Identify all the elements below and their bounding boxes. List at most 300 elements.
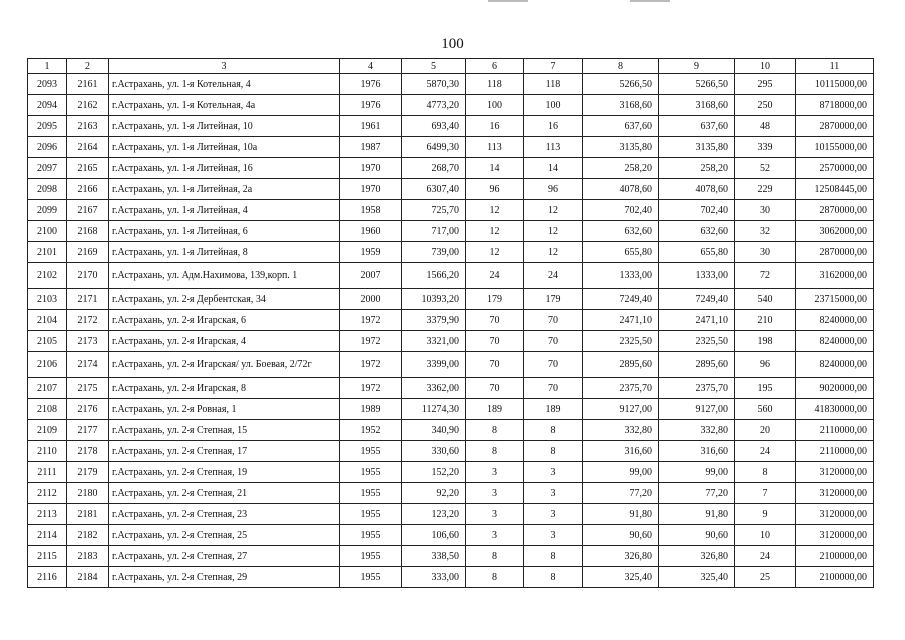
cell-living-area-2: 332,80 bbox=[659, 420, 735, 441]
cell-address: г.Астрахань, ул. 2-я Степная, 15 bbox=[109, 420, 340, 441]
cell-apartments-count: 70 bbox=[466, 378, 524, 399]
cell-row-number: 2109 bbox=[28, 420, 67, 441]
cell-total-area: 725,70 bbox=[402, 200, 466, 221]
cell-total-area: 739,00 bbox=[402, 242, 466, 263]
table-row bbox=[28, 504, 874, 525]
cell-object-number: 2184 bbox=[67, 567, 109, 588]
cell-address: г.Астрахань, ул. 1-я Литейная, 4 bbox=[109, 200, 340, 221]
cell-living-area: 5266,50 bbox=[583, 74, 659, 95]
table-row bbox=[28, 242, 874, 263]
cell-apartments-count: 14 bbox=[466, 158, 524, 179]
cell-object-number: 2170 bbox=[67, 263, 109, 289]
cell-year-built: 1970 bbox=[340, 158, 402, 179]
cell-object-number: 2173 bbox=[67, 331, 109, 352]
cell-residents-count: 48 bbox=[735, 116, 796, 137]
cell-address: г.Астрахань, ул. 1-я Литейная, 6 bbox=[109, 221, 340, 242]
cell-living-area: 316,60 bbox=[583, 441, 659, 462]
cell-living-area: 1333,00 bbox=[583, 263, 659, 289]
cell-residents-count: 24 bbox=[735, 546, 796, 567]
cell-living-area-2: 2375,70 bbox=[659, 378, 735, 399]
cell-apartments-count: 113 bbox=[466, 137, 524, 158]
cell-year-built: 1955 bbox=[340, 567, 402, 588]
cell-row-number: 2102 bbox=[28, 263, 67, 289]
cell-living-area-2: 1333,00 bbox=[659, 263, 735, 289]
column-header-7: 7 bbox=[524, 59, 583, 74]
cell-total-area: 338,50 bbox=[402, 546, 466, 567]
cell-address: г.Астрахань, ул. 2-я Игарская, 6 bbox=[109, 310, 340, 331]
cell-year-built: 1976 bbox=[340, 95, 402, 116]
cell-living-area: 332,80 bbox=[583, 420, 659, 441]
cell-living-area-2: 3135,80 bbox=[659, 137, 735, 158]
cell-cost: 3062000,00 bbox=[796, 221, 874, 242]
cell-year-built: 1987 bbox=[340, 137, 402, 158]
cell-apartments-count-2: 8 bbox=[524, 420, 583, 441]
table-row bbox=[28, 420, 874, 441]
cell-row-number: 2093 bbox=[28, 74, 67, 95]
cell-year-built: 1955 bbox=[340, 462, 402, 483]
cell-total-area: 106,60 bbox=[402, 525, 466, 546]
cell-apartments-count: 70 bbox=[466, 352, 524, 378]
cell-year-built: 2000 bbox=[340, 289, 402, 310]
cell-year-built: 1972 bbox=[340, 310, 402, 331]
cell-year-built: 1952 bbox=[340, 420, 402, 441]
cell-living-area: 2471,10 bbox=[583, 310, 659, 331]
table-row bbox=[28, 221, 874, 242]
cell-object-number: 2177 bbox=[67, 420, 109, 441]
cell-apartments-count-2: 24 bbox=[524, 263, 583, 289]
cell-apartments-count: 24 bbox=[466, 263, 524, 289]
cell-apartments-count-2: 179 bbox=[524, 289, 583, 310]
cell-cost: 10155000,00 bbox=[796, 137, 874, 158]
cell-row-number: 2098 bbox=[28, 179, 67, 200]
table-header-row bbox=[28, 59, 874, 74]
table-row bbox=[28, 95, 874, 116]
cell-living-area-2: 258,20 bbox=[659, 158, 735, 179]
cell-apartments-count-2: 8 bbox=[524, 441, 583, 462]
cell-year-built: 1955 bbox=[340, 525, 402, 546]
table-row bbox=[28, 567, 874, 588]
cell-apartments-count: 70 bbox=[466, 331, 524, 352]
cell-address: г.Астрахань, ул. 2-я Степная, 23 bbox=[109, 504, 340, 525]
cell-residents-count: 52 bbox=[735, 158, 796, 179]
cell-year-built: 1970 bbox=[340, 179, 402, 200]
cell-total-area: 333,00 bbox=[402, 567, 466, 588]
cell-living-area: 2325,50 bbox=[583, 331, 659, 352]
table-row bbox=[28, 352, 874, 378]
cell-cost: 3162000,00 bbox=[796, 263, 874, 289]
table-row bbox=[28, 546, 874, 567]
cell-living-area: 2895,60 bbox=[583, 352, 659, 378]
cell-living-area-2: 91,80 bbox=[659, 504, 735, 525]
cell-total-area: 330,60 bbox=[402, 441, 466, 462]
cell-row-number: 2113 bbox=[28, 504, 67, 525]
cell-address: г.Астрахань, ул. 2-я Степная, 19 bbox=[109, 462, 340, 483]
column-header-2: 2 bbox=[67, 59, 109, 74]
cell-row-number: 2104 bbox=[28, 310, 67, 331]
cell-living-area: 90,60 bbox=[583, 525, 659, 546]
cell-residents-count: 20 bbox=[735, 420, 796, 441]
cell-apartments-count-2: 12 bbox=[524, 221, 583, 242]
cell-living-area-2: 326,80 bbox=[659, 546, 735, 567]
cell-address: г.Астрахань, ул. 2-я Ровная, 1 bbox=[109, 399, 340, 420]
cell-residents-count: 8 bbox=[735, 462, 796, 483]
cell-cost: 3120000,00 bbox=[796, 462, 874, 483]
cell-living-area: 702,40 bbox=[583, 200, 659, 221]
scan-artifact bbox=[630, 0, 670, 2]
cell-row-number: 2095 bbox=[28, 116, 67, 137]
cell-year-built: 1955 bbox=[340, 504, 402, 525]
cell-living-area: 7249,40 bbox=[583, 289, 659, 310]
cell-year-built: 2007 bbox=[340, 263, 402, 289]
cell-address: г.Астрахань, ул. 1-я Литейная, 16 bbox=[109, 158, 340, 179]
cell-address: г.Астрахань, ул. 1-я Литейная, 2а bbox=[109, 179, 340, 200]
cell-apartments-count: 12 bbox=[466, 200, 524, 221]
cell-apartments-count-2: 3 bbox=[524, 525, 583, 546]
cell-living-area: 326,80 bbox=[583, 546, 659, 567]
cell-apartments-count-2: 189 bbox=[524, 399, 583, 420]
cell-address: г.Астрахань, ул. 2-я Степная, 29 bbox=[109, 567, 340, 588]
column-header-8: 8 bbox=[583, 59, 659, 74]
cell-living-area: 637,60 bbox=[583, 116, 659, 137]
cell-object-number: 2175 bbox=[67, 378, 109, 399]
cell-apartments-count-2: 16 bbox=[524, 116, 583, 137]
table-row bbox=[28, 483, 874, 504]
cell-cost: 8240000,00 bbox=[796, 331, 874, 352]
table-row bbox=[28, 462, 874, 483]
table-body bbox=[28, 74, 874, 588]
cell-residents-count: 560 bbox=[735, 399, 796, 420]
cell-cost: 41830000,00 bbox=[796, 399, 874, 420]
cell-apartments-count-2: 14 bbox=[524, 158, 583, 179]
cell-year-built: 1958 bbox=[340, 200, 402, 221]
cell-total-area: 5870,30 bbox=[402, 74, 466, 95]
cell-total-area: 3321,00 bbox=[402, 331, 466, 352]
cell-row-number: 2096 bbox=[28, 137, 67, 158]
cell-living-area-2: 5266,50 bbox=[659, 74, 735, 95]
cell-address: г.Астрахань, ул. Адм.Нахимова, 139,корп. 1 bbox=[109, 263, 340, 289]
cell-total-area: 123,20 bbox=[402, 504, 466, 525]
column-header-11: 11 bbox=[796, 59, 874, 74]
cell-residents-count: 96 bbox=[735, 352, 796, 378]
cell-residents-count: 24 bbox=[735, 441, 796, 462]
cell-residents-count: 25 bbox=[735, 567, 796, 588]
cell-apartments-count-2: 12 bbox=[524, 242, 583, 263]
cell-apartments-count-2: 70 bbox=[524, 378, 583, 399]
cell-residents-count: 229 bbox=[735, 179, 796, 200]
cell-address: г.Астрахань, ул. 2-я Степная, 17 bbox=[109, 441, 340, 462]
cell-cost: 3120000,00 bbox=[796, 525, 874, 546]
column-header-6: 6 bbox=[466, 59, 524, 74]
cell-row-number: 2107 bbox=[28, 378, 67, 399]
cell-object-number: 2183 bbox=[67, 546, 109, 567]
cell-total-area: 10393,20 bbox=[402, 289, 466, 310]
cell-living-area: 632,60 bbox=[583, 221, 659, 242]
cell-year-built: 1972 bbox=[340, 352, 402, 378]
cell-apartments-count-2: 113 bbox=[524, 137, 583, 158]
cell-object-number: 2165 bbox=[67, 158, 109, 179]
cell-cost: 8718000,00 bbox=[796, 95, 874, 116]
cell-apartments-count: 3 bbox=[466, 525, 524, 546]
cell-row-number: 2106 bbox=[28, 352, 67, 378]
table-row bbox=[28, 441, 874, 462]
cell-cost: 2100000,00 bbox=[796, 546, 874, 567]
cell-object-number: 2163 bbox=[67, 116, 109, 137]
cell-year-built: 1961 bbox=[340, 116, 402, 137]
cell-year-built: 1972 bbox=[340, 378, 402, 399]
cell-living-area-2: 3168,60 bbox=[659, 95, 735, 116]
cell-apartments-count: 8 bbox=[466, 567, 524, 588]
cell-apartments-count-2: 3 bbox=[524, 504, 583, 525]
table-row bbox=[28, 289, 874, 310]
cell-row-number: 2110 bbox=[28, 441, 67, 462]
cell-living-area: 9127,00 bbox=[583, 399, 659, 420]
cell-apartments-count: 16 bbox=[466, 116, 524, 137]
cell-cost: 3120000,00 bbox=[796, 483, 874, 504]
cell-cost: 8240000,00 bbox=[796, 352, 874, 378]
cell-total-area: 340,90 bbox=[402, 420, 466, 441]
cell-living-area: 3168,60 bbox=[583, 95, 659, 116]
cell-apartments-count: 3 bbox=[466, 462, 524, 483]
cell-cost: 8240000,00 bbox=[796, 310, 874, 331]
cell-row-number: 2112 bbox=[28, 483, 67, 504]
cell-object-number: 2174 bbox=[67, 352, 109, 378]
cell-row-number: 2101 bbox=[28, 242, 67, 263]
cell-residents-count: 72 bbox=[735, 263, 796, 289]
cell-cost: 2110000,00 bbox=[796, 420, 874, 441]
cell-apartments-count-2: 3 bbox=[524, 462, 583, 483]
cell-living-area: 325,40 bbox=[583, 567, 659, 588]
cell-address: г.Астрахань, ул. 2-я Игарская, 4 bbox=[109, 331, 340, 352]
cell-total-area: 268,70 bbox=[402, 158, 466, 179]
cell-living-area-2: 2895,60 bbox=[659, 352, 735, 378]
scan-artifact bbox=[488, 0, 528, 2]
cell-object-number: 2182 bbox=[67, 525, 109, 546]
cell-year-built: 1955 bbox=[340, 441, 402, 462]
cell-apartments-count-2: 12 bbox=[524, 200, 583, 221]
cell-object-number: 2178 bbox=[67, 441, 109, 462]
cell-cost: 2570000,00 bbox=[796, 158, 874, 179]
cell-apartments-count: 8 bbox=[466, 441, 524, 462]
cell-living-area-2: 90,60 bbox=[659, 525, 735, 546]
table-row bbox=[28, 310, 874, 331]
cell-apartments-count: 118 bbox=[466, 74, 524, 95]
cell-apartments-count: 179 bbox=[466, 289, 524, 310]
cell-total-area: 6499,30 bbox=[402, 137, 466, 158]
cell-row-number: 2116 bbox=[28, 567, 67, 588]
cell-living-area: 3135,80 bbox=[583, 137, 659, 158]
cell-living-area-2: 4078,60 bbox=[659, 179, 735, 200]
cell-living-area: 91,80 bbox=[583, 504, 659, 525]
cell-row-number: 2114 bbox=[28, 525, 67, 546]
cell-residents-count: 7 bbox=[735, 483, 796, 504]
cell-residents-count: 30 bbox=[735, 242, 796, 263]
cell-residents-count: 30 bbox=[735, 200, 796, 221]
cell-apartments-count: 12 bbox=[466, 242, 524, 263]
cell-year-built: 1955 bbox=[340, 546, 402, 567]
cell-row-number: 2099 bbox=[28, 200, 67, 221]
cell-total-area: 1566,20 bbox=[402, 263, 466, 289]
cell-residents-count: 295 bbox=[735, 74, 796, 95]
cell-object-number: 2176 bbox=[67, 399, 109, 420]
housing-register-table bbox=[27, 58, 874, 588]
cell-residents-count: 195 bbox=[735, 378, 796, 399]
cell-living-area-2: 9127,00 bbox=[659, 399, 735, 420]
table-row bbox=[28, 399, 874, 420]
cell-living-area-2: 2325,50 bbox=[659, 331, 735, 352]
cell-living-area: 2375,70 bbox=[583, 378, 659, 399]
cell-apartments-count: 189 bbox=[466, 399, 524, 420]
cell-row-number: 2097 bbox=[28, 158, 67, 179]
cell-address: г.Астрахань, ул. 1-я Котельная, 4а bbox=[109, 95, 340, 116]
cell-object-number: 2162 bbox=[67, 95, 109, 116]
cell-row-number: 2094 bbox=[28, 95, 67, 116]
cell-address: г.Астрахань, ул. 1-я Литейная, 10 bbox=[109, 116, 340, 137]
cell-apartments-count: 3 bbox=[466, 504, 524, 525]
column-header-5: 5 bbox=[402, 59, 466, 74]
cell-row-number: 2100 bbox=[28, 221, 67, 242]
cell-apartments-count-2: 118 bbox=[524, 74, 583, 95]
cell-living-area: 77,20 bbox=[583, 483, 659, 504]
cell-object-number: 2180 bbox=[67, 483, 109, 504]
cell-residents-count: 250 bbox=[735, 95, 796, 116]
cell-address: г.Астрахань, ул. 2-я Степная, 27 bbox=[109, 546, 340, 567]
cell-apartments-count: 96 bbox=[466, 179, 524, 200]
cell-living-area-2: 7249,40 bbox=[659, 289, 735, 310]
cell-object-number: 2169 bbox=[67, 242, 109, 263]
cell-cost: 2870000,00 bbox=[796, 242, 874, 263]
cell-apartments-count-2: 70 bbox=[524, 310, 583, 331]
cell-apartments-count-2: 100 bbox=[524, 95, 583, 116]
cell-row-number: 2108 bbox=[28, 399, 67, 420]
cell-year-built: 1955 bbox=[340, 483, 402, 504]
cell-living-area-2: 325,40 bbox=[659, 567, 735, 588]
cell-address: г.Астрахань, ул. 1-я Котельная, 4 bbox=[109, 74, 340, 95]
table-row bbox=[28, 378, 874, 399]
cell-apartments-count-2: 96 bbox=[524, 179, 583, 200]
cell-apartments-count-2: 70 bbox=[524, 352, 583, 378]
column-header-1: 1 bbox=[28, 59, 67, 74]
cell-apartments-count: 8 bbox=[466, 420, 524, 441]
cell-living-area-2: 99,00 bbox=[659, 462, 735, 483]
cell-address: г.Астрахань, ул. 2-я Степная, 25 bbox=[109, 525, 340, 546]
cell-address: г.Астрахань, ул. 2-я Дербентская, 34 bbox=[109, 289, 340, 310]
cell-object-number: 2164 bbox=[67, 137, 109, 158]
table-row bbox=[28, 74, 874, 95]
cell-address: г.Астрахань, ул. 1-я Литейная, 10а bbox=[109, 137, 340, 158]
cell-year-built: 1960 bbox=[340, 221, 402, 242]
cell-residents-count: 210 bbox=[735, 310, 796, 331]
cell-residents-count: 9 bbox=[735, 504, 796, 525]
cell-living-area-2: 655,80 bbox=[659, 242, 735, 263]
table-row bbox=[28, 137, 874, 158]
table-row bbox=[28, 116, 874, 137]
table-row bbox=[28, 200, 874, 221]
cell-total-area: 693,40 bbox=[402, 116, 466, 137]
cell-living-area-2: 702,40 bbox=[659, 200, 735, 221]
cell-cost: 3120000,00 bbox=[796, 504, 874, 525]
cell-object-number: 2166 bbox=[67, 179, 109, 200]
cell-address: г.Астрахань, ул. 2-я Степная, 21 bbox=[109, 483, 340, 504]
cell-living-area: 4078,60 bbox=[583, 179, 659, 200]
table-row bbox=[28, 331, 874, 352]
cell-apartments-count-2: 8 bbox=[524, 546, 583, 567]
cell-living-area-2: 316,60 bbox=[659, 441, 735, 462]
table-row bbox=[28, 525, 874, 546]
cell-cost: 2110000,00 bbox=[796, 441, 874, 462]
cell-total-area: 92,20 bbox=[402, 483, 466, 504]
cell-object-number: 2179 bbox=[67, 462, 109, 483]
cell-living-area-2: 637,60 bbox=[659, 116, 735, 137]
cell-object-number: 2172 bbox=[67, 310, 109, 331]
cell-year-built: 1989 bbox=[340, 399, 402, 420]
cell-row-number: 2105 bbox=[28, 331, 67, 352]
cell-residents-count: 198 bbox=[735, 331, 796, 352]
cell-apartments-count-2: 3 bbox=[524, 483, 583, 504]
column-header-3: 3 bbox=[109, 59, 340, 74]
cell-row-number: 2103 bbox=[28, 289, 67, 310]
cell-living-area-2: 77,20 bbox=[659, 483, 735, 504]
cell-residents-count: 10 bbox=[735, 525, 796, 546]
cell-address: г.Астрахань, ул. 2-я Игарская/ ул. Боевая, 2/72г bbox=[109, 352, 340, 378]
cell-address: г.Астрахань, ул. 2-я Игарская, 8 bbox=[109, 378, 340, 399]
cell-cost: 23715000,00 bbox=[796, 289, 874, 310]
cell-total-area: 4773,20 bbox=[402, 95, 466, 116]
cell-apartments-count: 3 bbox=[466, 483, 524, 504]
cell-total-area: 3379,90 bbox=[402, 310, 466, 331]
column-header-9: 9 bbox=[659, 59, 735, 74]
cell-residents-count: 32 bbox=[735, 221, 796, 242]
page-number: 100 bbox=[441, 36, 464, 52]
cell-cost: 2100000,00 bbox=[796, 567, 874, 588]
cell-object-number: 2168 bbox=[67, 221, 109, 242]
cell-residents-count: 339 bbox=[735, 137, 796, 158]
cell-total-area: 3362,00 bbox=[402, 378, 466, 399]
cell-living-area-2: 2471,10 bbox=[659, 310, 735, 331]
cell-total-area: 3399,00 bbox=[402, 352, 466, 378]
cell-living-area-2: 632,60 bbox=[659, 221, 735, 242]
cell-living-area: 99,00 bbox=[583, 462, 659, 483]
table-row bbox=[28, 158, 874, 179]
column-header-10: 10 bbox=[735, 59, 796, 74]
cell-year-built: 1972 bbox=[340, 331, 402, 352]
cell-object-number: 2171 bbox=[67, 289, 109, 310]
cell-address: г.Астрахань, ул. 1-я Литейная, 8 bbox=[109, 242, 340, 263]
cell-residents-count: 540 bbox=[735, 289, 796, 310]
cell-living-area: 655,80 bbox=[583, 242, 659, 263]
cell-object-number: 2167 bbox=[67, 200, 109, 221]
cell-apartments-count: 8 bbox=[466, 546, 524, 567]
cell-row-number: 2111 bbox=[28, 462, 67, 483]
cell-apartments-count: 100 bbox=[466, 95, 524, 116]
cell-apartments-count: 70 bbox=[466, 310, 524, 331]
cell-apartments-count: 12 bbox=[466, 221, 524, 242]
cell-apartments-count-2: 8 bbox=[524, 567, 583, 588]
cell-living-area: 258,20 bbox=[583, 158, 659, 179]
cell-object-number: 2181 bbox=[67, 504, 109, 525]
cell-row-number: 2115 bbox=[28, 546, 67, 567]
cell-apartments-count-2: 70 bbox=[524, 331, 583, 352]
table-row bbox=[28, 263, 874, 289]
cell-total-area: 717,00 bbox=[402, 221, 466, 242]
cell-object-number: 2161 bbox=[67, 74, 109, 95]
cell-year-built: 1976 bbox=[340, 74, 402, 95]
cell-total-area: 152,20 bbox=[402, 462, 466, 483]
cell-total-area: 6307,40 bbox=[402, 179, 466, 200]
cell-cost: 9020000,00 bbox=[796, 378, 874, 399]
cell-year-built: 1959 bbox=[340, 242, 402, 263]
cell-total-area: 11274,30 bbox=[402, 399, 466, 420]
cell-cost: 2870000,00 bbox=[796, 116, 874, 137]
